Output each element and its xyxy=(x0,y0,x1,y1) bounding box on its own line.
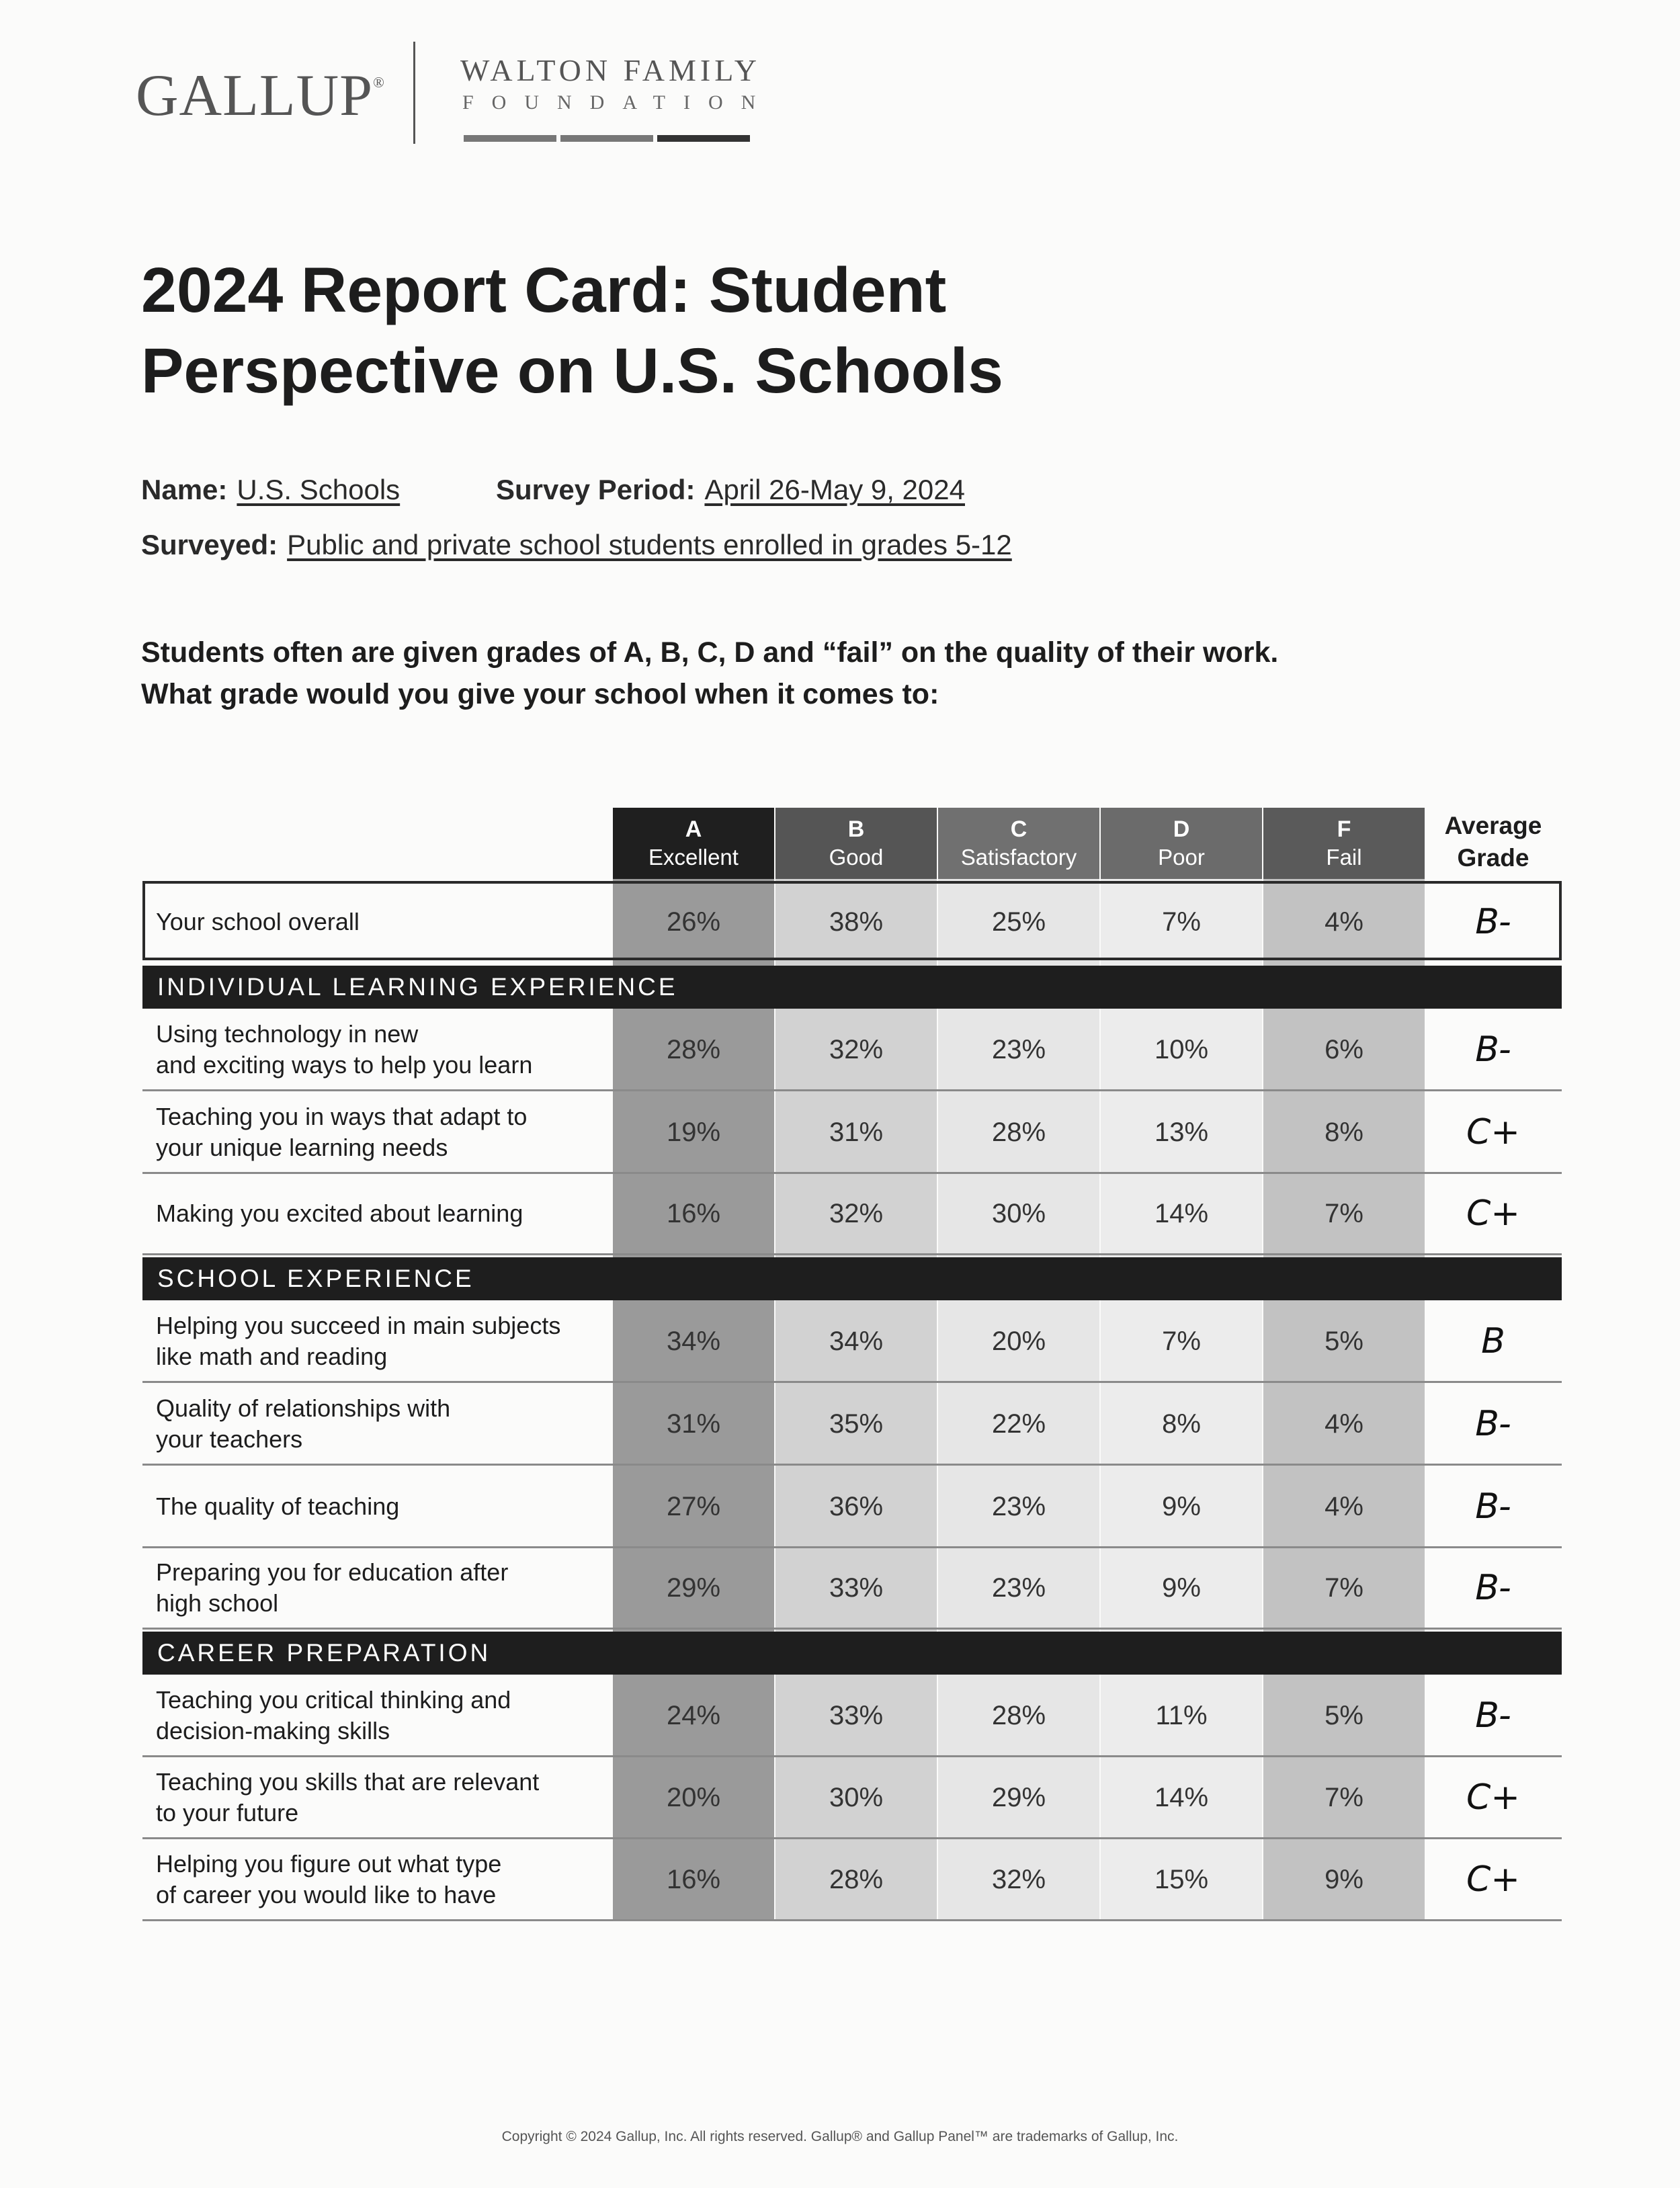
name-field: Name: U.S. Schools xyxy=(141,474,401,505)
pct-cell-b: 33% xyxy=(829,1700,884,1730)
surveyed-value: Public and private school students enrolled in grades 5-12 xyxy=(287,529,1012,560)
survey-period-field: Survey Period: April 26-May 9, 2024 xyxy=(496,474,965,505)
column-name: Good xyxy=(829,845,884,870)
name-value: U.S. Schools xyxy=(237,474,401,505)
title-line-1: 2024 Report Card: Student xyxy=(141,255,947,326)
pct-cell-a: 26% xyxy=(666,907,721,937)
pct-cell-c: 23% xyxy=(991,1572,1046,1603)
row-label-text xyxy=(156,1019,532,1081)
row-label-text xyxy=(156,1767,539,1828)
pct-cell-f: 9% xyxy=(1325,1864,1363,1894)
pct-cell-f: 4% xyxy=(1325,1408,1363,1439)
survey-question: Students often are given grades of A, B, C, D and “fail” on the quality of their work. What grade would you give your school when it comes to: xyxy=(141,636,1279,710)
pct-cell-b: 38% xyxy=(829,907,884,937)
row-label-line: like math and reading xyxy=(156,1343,388,1370)
row-label-line: to your future xyxy=(156,1799,299,1826)
column-letter: B xyxy=(847,816,865,842)
row-divider xyxy=(142,1381,1562,1383)
row-label-line: Helping you succeed in main subjects xyxy=(156,1312,561,1339)
pct-cell-d: 11% xyxy=(1155,1700,1208,1730)
row-label-line: and exciting ways to help you learn xyxy=(156,1051,533,1079)
table-row xyxy=(142,1302,1562,1381)
pct-cell-c: 22% xyxy=(991,1408,1046,1439)
row-label-line: your unique learning needs xyxy=(156,1134,448,1161)
average-header-line: Average xyxy=(1444,812,1542,839)
pct-cell-f: 4% xyxy=(1325,907,1363,937)
pct-cell-f: 5% xyxy=(1325,1700,1363,1730)
pct-cell-c: 28% xyxy=(991,1117,1046,1147)
pct-cell-f: 6% xyxy=(1325,1034,1363,1064)
pct-cell-c: 30% xyxy=(991,1198,1046,1228)
row-label-text xyxy=(156,1491,399,1522)
table-row xyxy=(142,1093,1562,1172)
row-label-line: Preparing you for education after xyxy=(156,1558,509,1586)
overall-row xyxy=(142,884,1562,960)
row-label-line: Using technology in new xyxy=(156,1020,419,1048)
average-grade: B- xyxy=(1475,1029,1511,1070)
pct-cell-c: 25% xyxy=(991,907,1046,937)
column-name: Satisfactory xyxy=(960,845,1077,870)
column-name: Excellent xyxy=(648,845,739,870)
section-header: INDIVIDUAL LEARNING EXPERIENCE xyxy=(142,966,1562,1009)
row-label-text xyxy=(156,1557,508,1619)
pct-cell-f: 7% xyxy=(1325,1198,1363,1228)
row-label-line: Teaching you skills that are relevant xyxy=(156,1768,540,1796)
row-label xyxy=(156,1548,508,1628)
pct-cell-f: 5% xyxy=(1325,1326,1363,1356)
pct-cell-f: 7% xyxy=(1325,1782,1363,1812)
pct-cell-d: 7% xyxy=(1162,1326,1201,1356)
column-letter: C xyxy=(1010,816,1027,842)
row-label xyxy=(156,1010,532,1089)
table-row xyxy=(142,1548,1562,1628)
row-label xyxy=(156,1676,511,1755)
pct-cell-d: 8% xyxy=(1162,1408,1201,1439)
column-name: Poor xyxy=(1158,845,1205,870)
pct-cell-b: 32% xyxy=(829,1034,884,1064)
column-header-c xyxy=(938,808,1099,879)
table-row xyxy=(142,1840,1562,1919)
pct-cell-a: 29% xyxy=(666,1572,721,1603)
table-row xyxy=(142,1676,1562,1755)
row-label-line: decision-making skills xyxy=(156,1717,390,1744)
row-label-text xyxy=(156,1310,560,1372)
pct-cell-a: 28% xyxy=(666,1034,721,1064)
average-header-line: Grade xyxy=(1457,844,1529,872)
row-label xyxy=(156,1384,450,1464)
row-label-line: high school xyxy=(156,1589,279,1617)
section-header: SCHOOL EXPERIENCE xyxy=(142,1257,1562,1300)
pct-cell-f: 4% xyxy=(1325,1491,1363,1521)
table-row xyxy=(142,1758,1562,1837)
average-grade: C+ xyxy=(1466,1777,1520,1818)
column-header-a xyxy=(613,808,774,879)
average-grade: B- xyxy=(1475,1486,1511,1527)
pct-cell-b: 34% xyxy=(829,1326,884,1356)
row-label-text xyxy=(156,907,360,937)
row-label xyxy=(156,1840,501,1919)
average-grade: C+ xyxy=(1466,1859,1520,1900)
row-label-line: The quality of teaching xyxy=(156,1492,400,1520)
row-label xyxy=(156,1302,560,1381)
table-row xyxy=(142,1384,1562,1464)
pct-cell-a: 19% xyxy=(666,1117,721,1147)
average-grade: B- xyxy=(1475,1404,1511,1444)
pct-cell-b: 28% xyxy=(829,1864,884,1894)
surveyed-field: Surveyed: Public and private school students enrolled in grades 5-12 xyxy=(141,529,1012,560)
column-letter: D xyxy=(1173,816,1190,842)
average-grade-header xyxy=(1426,810,1560,874)
row-label xyxy=(156,1758,539,1837)
pct-cell-a: 16% xyxy=(666,1198,721,1228)
pct-cell-a: 16% xyxy=(666,1864,721,1894)
row-divider xyxy=(142,1253,1562,1255)
pct-cell-c: 32% xyxy=(991,1864,1046,1894)
row-divider xyxy=(142,1089,1562,1091)
pct-cell-d: 14% xyxy=(1154,1782,1209,1812)
section-header: CAREER PREPARATION xyxy=(142,1632,1562,1675)
pct-cell-a: 27% xyxy=(666,1491,721,1521)
row-label xyxy=(156,1093,527,1172)
pct-cell-c: 20% xyxy=(991,1326,1046,1356)
row-label-text xyxy=(156,1849,501,1910)
pct-cell-a: 24% xyxy=(666,1700,721,1730)
average-grade: B- xyxy=(1475,1568,1511,1608)
pct-cell-b: 33% xyxy=(829,1572,884,1603)
row-divider xyxy=(142,1837,1562,1839)
average-grade: C+ xyxy=(1466,1112,1520,1152)
column-name: Fail xyxy=(1326,845,1362,870)
column-header-f xyxy=(1263,808,1425,879)
column-letter: F xyxy=(1337,816,1351,842)
average-grade: B- xyxy=(1475,1695,1511,1736)
pct-cell-f: 8% xyxy=(1325,1117,1363,1147)
pct-cell-d: 9% xyxy=(1162,1491,1201,1521)
row-label-line: Quality of relationships with xyxy=(156,1394,451,1422)
pct-cell-d: 10% xyxy=(1154,1034,1209,1064)
copyright-footer: Copyright © 2024 Gallup, Inc. All rights reserved. Gallup® and Gallup Panel™ are trademarks of Gallup, Inc. xyxy=(501,2129,1179,2144)
row-label-line: of career you would like to have xyxy=(156,1881,497,1908)
pct-cell-d: 15% xyxy=(1154,1864,1209,1894)
average-grade: B xyxy=(1481,1321,1505,1361)
pct-cell-c: 28% xyxy=(991,1700,1046,1730)
pct-cell-d: 14% xyxy=(1154,1198,1209,1228)
pct-cell-c: 23% xyxy=(991,1034,1046,1064)
row-divider xyxy=(142,1755,1562,1757)
pct-cell-c: 23% xyxy=(991,1491,1046,1521)
row-label xyxy=(156,1467,399,1546)
column-letter: A xyxy=(685,816,702,842)
row-label-line: Your school overall xyxy=(156,908,360,935)
pct-cell-b: 35% xyxy=(829,1408,884,1439)
pct-cell-a: 34% xyxy=(666,1326,721,1356)
walton-family-logo: WALTON FAMILY xyxy=(460,53,761,87)
title-line-2: Perspective on U.S. Schools xyxy=(141,335,1003,407)
average-grade: B- xyxy=(1475,902,1511,942)
pct-cell-b: 31% xyxy=(829,1117,884,1147)
row-label xyxy=(156,1174,523,1253)
row-label xyxy=(156,884,360,960)
pct-cell-b: 36% xyxy=(829,1491,884,1521)
gallup-logo: GALLUP® xyxy=(136,63,385,128)
table-row xyxy=(142,1467,1562,1546)
row-label-line: Teaching you critical thinking and xyxy=(156,1686,511,1714)
row-divider xyxy=(142,1464,1562,1466)
pct-cell-f: 7% xyxy=(1325,1572,1363,1603)
row-label-text xyxy=(156,1101,527,1163)
row-label-line: Teaching you in ways that adapt to xyxy=(156,1103,528,1130)
row-label-line: your teachers xyxy=(156,1425,303,1453)
pct-cell-d: 13% xyxy=(1154,1117,1209,1147)
row-label-line: Making you excited about learning xyxy=(156,1200,523,1227)
pct-cell-a: 31% xyxy=(666,1408,721,1439)
pct-cell-b: 30% xyxy=(829,1782,884,1812)
row-divider xyxy=(142,1919,1562,1921)
table-row xyxy=(142,1010,1562,1089)
row-label-text xyxy=(156,1685,511,1747)
column-header-b xyxy=(775,808,937,879)
row-divider xyxy=(142,1628,1562,1630)
walton-foundation-logo: FOUNDATION xyxy=(462,91,774,114)
row-label-text xyxy=(156,1393,450,1455)
table-row xyxy=(142,1174,1562,1253)
row-label-line: Helping you figure out what type xyxy=(156,1850,502,1878)
survey-period-value: April 26-May 9, 2024 xyxy=(704,474,965,505)
row-label-text xyxy=(156,1198,523,1229)
average-grade: C+ xyxy=(1466,1193,1520,1234)
column-header-d xyxy=(1101,808,1262,879)
pct-cell-d: 7% xyxy=(1162,907,1201,937)
pct-cell-d: 9% xyxy=(1162,1572,1201,1603)
pct-cell-c: 29% xyxy=(991,1782,1046,1812)
pct-cell-b: 32% xyxy=(829,1198,884,1228)
pct-cell-a: 20% xyxy=(666,1782,721,1812)
